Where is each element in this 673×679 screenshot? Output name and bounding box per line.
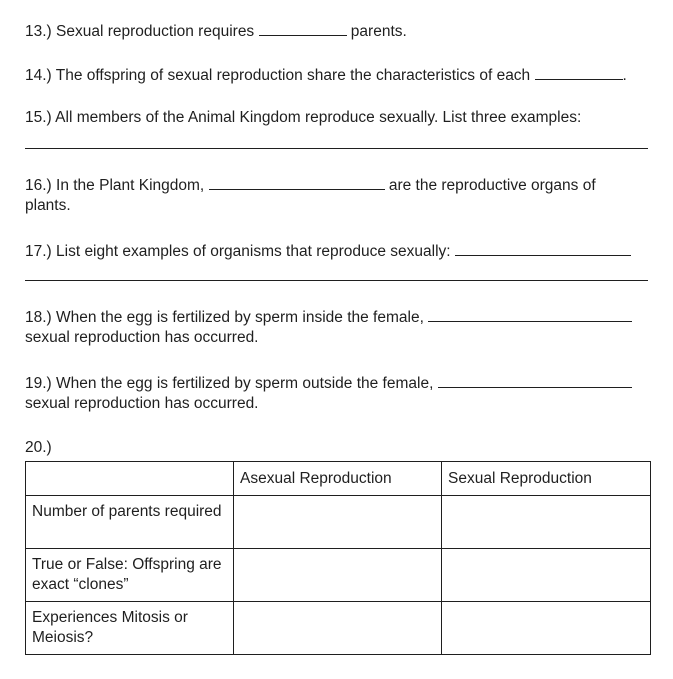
question-20 xyxy=(25,437,52,459)
comparison-table xyxy=(25,461,651,655)
question-16 xyxy=(25,173,596,197)
question-18 xyxy=(25,305,632,329)
answer-blank-17[interactable] xyxy=(455,239,631,256)
answer-cell-sexual-clones[interactable] xyxy=(442,549,651,602)
answer-blank-14[interactable] xyxy=(535,63,623,80)
question-16-line2 xyxy=(25,195,71,217)
answer-blank-16[interactable] xyxy=(209,173,385,190)
question-17-text: 17.) List eight examples of organisms that reproduce sexually: xyxy=(25,243,455,260)
table-header-corner xyxy=(26,462,234,496)
question-15-text: 15.) All members of the Animal Kingdom reproduce sexually. List three examples: xyxy=(25,109,582,126)
answer-cell-asexual-clones[interactable] xyxy=(234,549,442,602)
question-16-text-end: are the reproductive organs of xyxy=(384,177,596,194)
question-16-text: 16.) In the Plant Kingdom, xyxy=(25,177,209,194)
answer-blank-18[interactable] xyxy=(428,305,632,322)
table-header-row xyxy=(26,462,651,496)
answer-blank-13[interactable] xyxy=(259,19,347,36)
answer-cell-sexual-parents[interactable] xyxy=(442,496,651,549)
question-19 xyxy=(25,371,632,395)
answer-cell-sexual-division[interactable] xyxy=(442,602,651,655)
table-header-sexual: Sexual Reproduction xyxy=(442,462,651,496)
question-15 xyxy=(25,107,581,129)
question-18-text-line2: sexual reproduction has occurred. xyxy=(25,329,259,346)
question-13 xyxy=(25,19,407,43)
question-19-text: 19.) When the egg is fertilized by sperm outside the female, xyxy=(25,375,438,392)
question-19-line2 xyxy=(25,393,259,415)
table-row xyxy=(26,602,651,655)
answer-line-17[interactable] xyxy=(25,280,648,281)
table-header-asexual: Asexual Reproduction xyxy=(234,462,442,496)
question-14 xyxy=(25,63,627,87)
question-20-label: 20.) xyxy=(25,439,52,456)
question-13-text: 13.) Sexual reproduction requires xyxy=(25,23,259,40)
question-14-text: 14.) The offspring of sexual reproduction share the characteristics of each xyxy=(25,67,535,84)
question-13-text-end: parents. xyxy=(346,23,407,40)
row-label-clones: True or False: Offspring are exact “clones” xyxy=(26,549,234,602)
answer-blank-19[interactable] xyxy=(438,371,632,388)
question-18-line2 xyxy=(25,327,259,349)
answer-line-15[interactable] xyxy=(25,148,648,149)
question-14-text-end: . xyxy=(622,67,627,84)
row-label-mitosis-meiosis: Experiences Mitosis or Meiosis? xyxy=(26,602,234,655)
answer-cell-asexual-parents[interactable] xyxy=(234,496,442,549)
table-row xyxy=(26,549,651,602)
table-row xyxy=(26,496,651,549)
question-16-text-line2: plants. xyxy=(25,197,71,214)
row-label-parents: Number of parents required xyxy=(26,496,234,549)
question-18-text: 18.) When the egg is fertilized by sperm inside the female, xyxy=(25,309,429,326)
answer-cell-asexual-division[interactable] xyxy=(234,602,442,655)
question-17 xyxy=(25,239,631,263)
question-19-text-line2: sexual reproduction has occurred. xyxy=(25,395,259,412)
